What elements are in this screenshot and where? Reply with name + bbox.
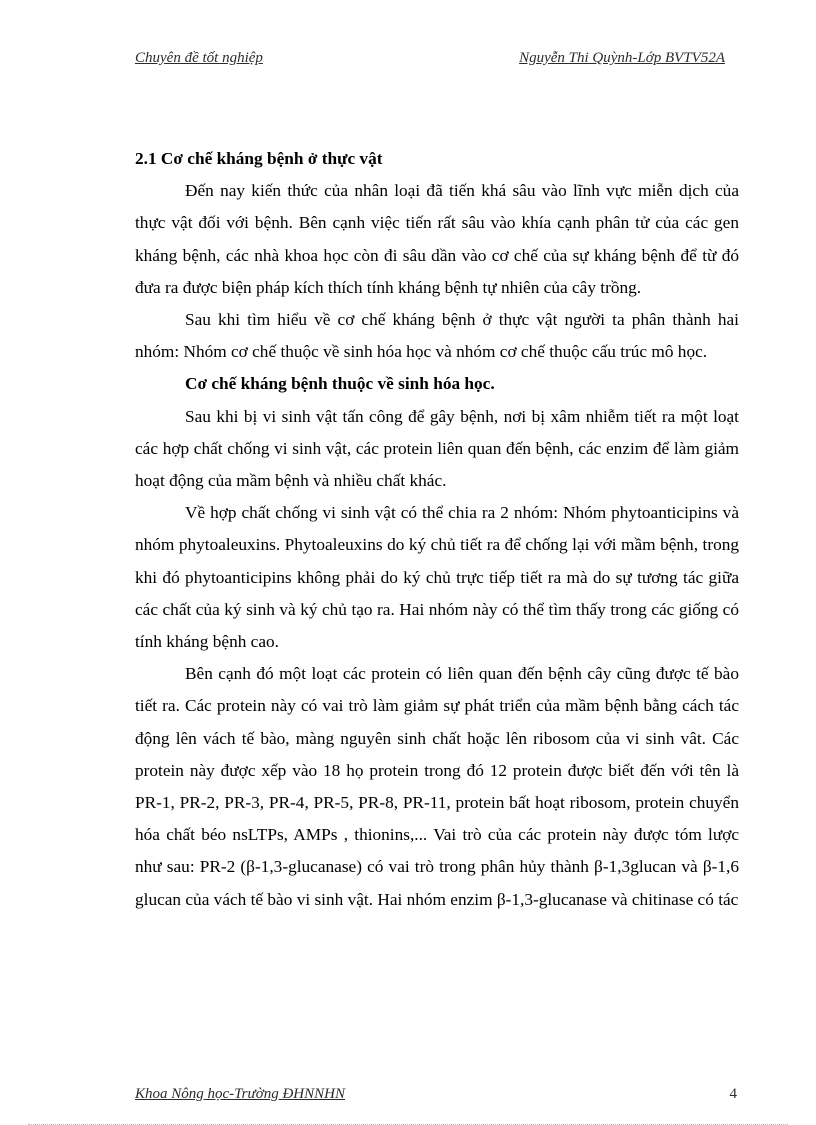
document-body	[135, 143, 739, 916]
section-title: 2.1 Cơ chế kháng bệnh ở thực vật	[135, 149, 383, 168]
header-course-title: Chuyên đề tốt nghiệp	[135, 50, 263, 66]
paragraph-5: Bên cạnh đó một loạt các protein có liên quan đến bệnh cây cũng được tế bào tiết ra. Các protein này có vai trò làm giảm sự phát triển của mầm bệnh bằng cách tác động lên vách tế bào, màng nguyên sinh chất hoặc lên ribosom của vi sinh vât. Các protein này được xếp vào 18 họ protein trong đó 12 protein được biết đến với tên là PR-1, PR-2, PR-3, PR-4, PR-5, PR-8, PR-11, protein bất hoạt ribosom, protein chuyển hóa chất béo nsLTPs, AMPs , thionins,... Vai trò của các protein này được tóm lược như sau: PR-2 (β-1,3-glucanase) có vai trò trong phân hủy thành β-1,3glucan và β-1,6 glucan của vách tế bào vi sinh vật. Hai nhóm enzim β-1,3-glucanase và chitinase có tác	[135, 664, 739, 909]
page-footer	[135, 1086, 737, 1103]
paragraph-4: Về hợp chất chống vi sinh vật có thể chia ra 2 nhóm: Nhóm phytoanticipins và nhóm phytoaleuxins. Phytoaleuxins do ký chủ tiết ra để chống lại với mầm bệnh, trong khi đó phytoanticipins không phải do ký chủ trực tiếp tiết ra mà do sự tương tác giữa các chất của ký sinh và ký chủ tạo ra. Hai nhóm này có thể tìm thấy trong các giống có tính kháng bệnh cao.	[135, 503, 739, 652]
footer-faculty: Khoa Nông học-Trường ĐHNNHN	[135, 1086, 345, 1102]
paragraph-1: Đến nay kiến thức của nhân loại đã tiến khá sâu vào lĩnh vực miễn dịch của thực vật đối với bệnh. Bên cạnh việc tiến rất sâu vào khía cạnh phân tử của các gen kháng bệnh, các nhà khoa học còn đi sâu dần vào cơ chế của sự kháng bệnh để từ đó đưa ra được biện pháp kích thích tính kháng bệnh tự nhiên của cây trồng.	[135, 181, 739, 297]
subheading-biochemical: Cơ chế kháng bệnh thuộc về sinh hóa học.	[185, 374, 495, 394]
page-number: 4	[729, 1086, 737, 1102]
page-header	[135, 50, 737, 67]
paragraph-3: Sau khi bị vi sinh vật tấn công để gây bệnh, nơi bị xâm nhiễm tiết ra một loạt các hợp chất chống vi sinh vật, các protein liên quan đến bệnh, các enzim để làm giảm hoạt động của mầm bệnh và nhiều chất khác.	[135, 406, 739, 491]
header-author: Nguyễn Thi Quỳnh-Lớp BVTV52A	[519, 50, 725, 66]
paragraph-2: Sau khi tìm hiểu về cơ chế kháng bệnh ở thực vật người ta phân thành hai nhóm: Nhóm cơ chế thuộc về sinh hóa học và nhóm cơ chế thuộc cấu trúc mô học.	[135, 310, 739, 362]
